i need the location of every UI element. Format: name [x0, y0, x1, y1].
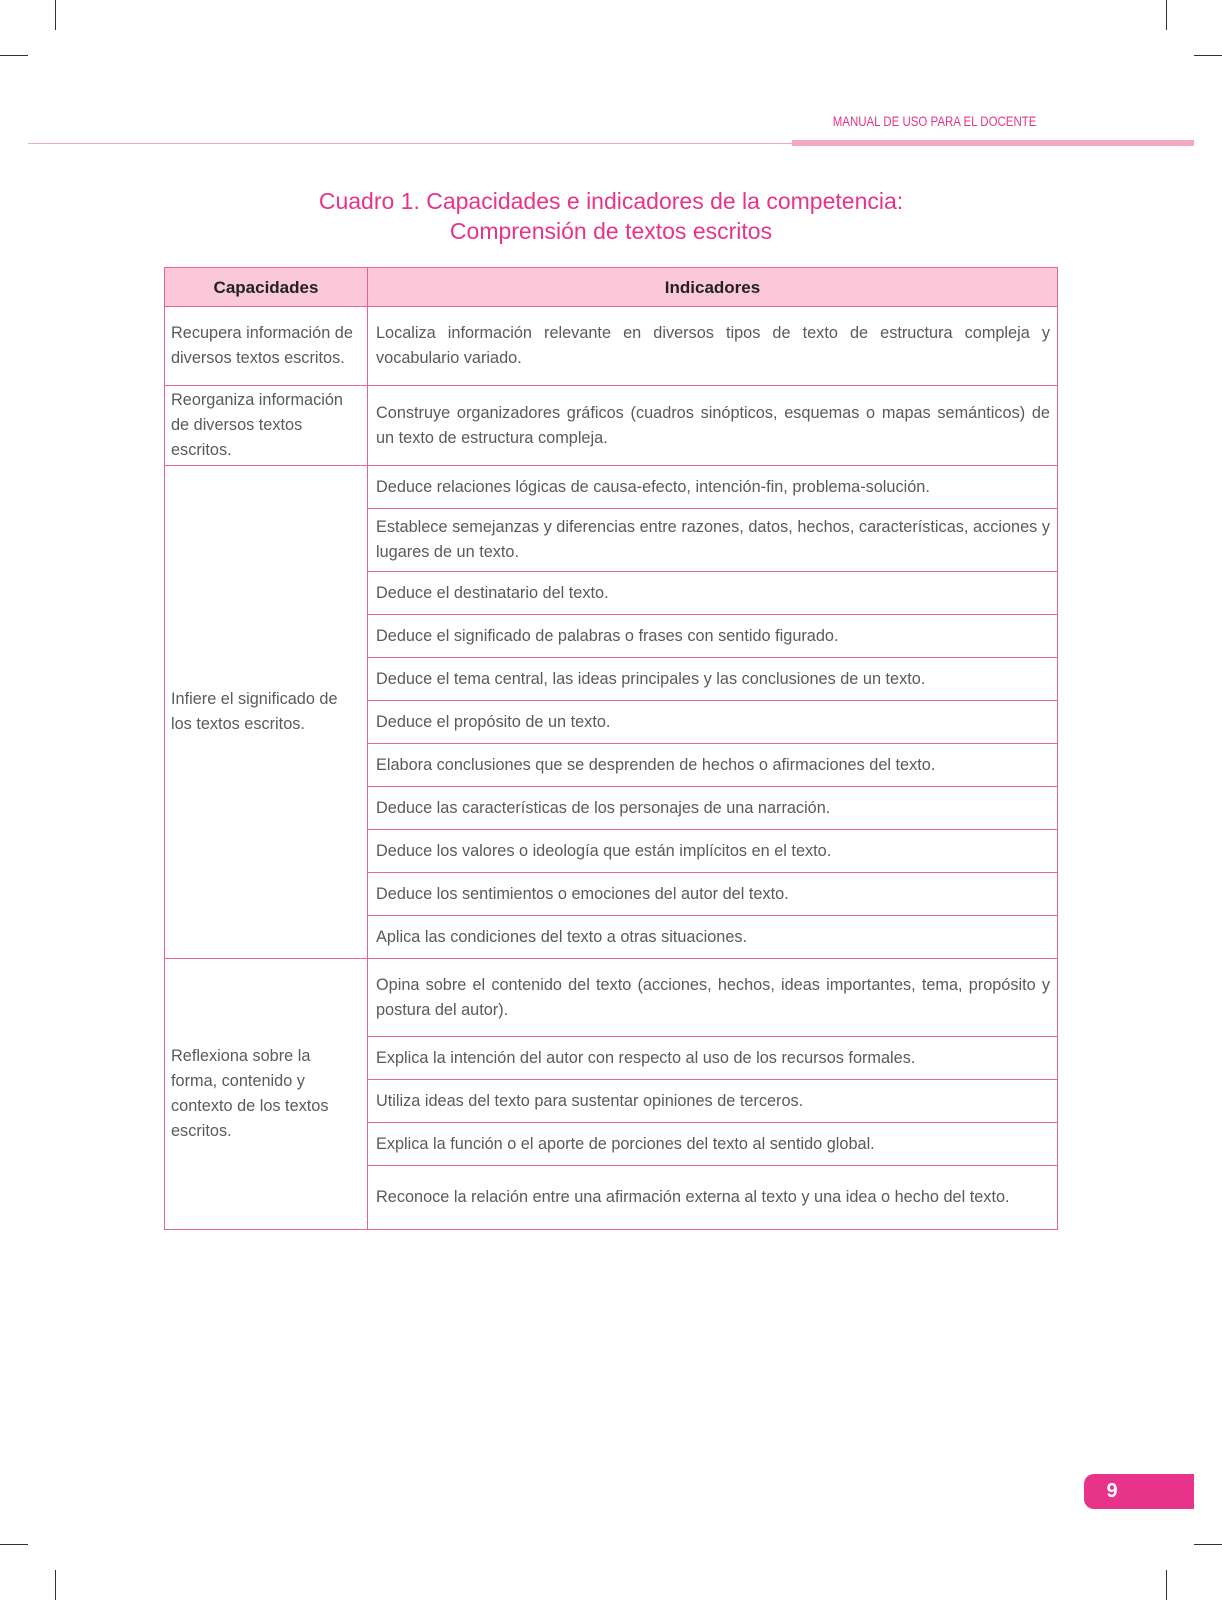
caption-line-2: Comprensión de textos escritos [449, 218, 773, 244]
capacidad-cell: Reflexiona sobre la forma, contenido y contexto de los textos escritos. [165, 959, 368, 1230]
indicador-cell: Deduce el tema central, las ideas principales y las conclusiones de un texto. [368, 658, 1058, 701]
indicador-cell: Localiza información relevante en diversos tipos de texto de estructura compleja y vocabulario variado. [368, 307, 1058, 386]
indicador-cell: Deduce el propósito de un texto. [368, 701, 1058, 744]
caption-text-1: Capacidades e indicadores de la competencia: [426, 188, 904, 214]
capacidad-cell: Recupera información de diversos textos escritos. [165, 307, 368, 386]
indicador-cell: Utiliza ideas del texto para sustentar opiniones de terceros. [368, 1080, 1058, 1123]
table-row [165, 466, 1058, 509]
crop-mark [0, 1544, 28, 1545]
indicador-cell: Establece semejanzas y diferencias entre razones, datos, hechos, características, acciones y lugares de un texto. [368, 509, 1058, 572]
indicador-cell: Deduce las características de los personajes de una narración. [368, 787, 1058, 830]
table-header-row [165, 268, 1058, 307]
running-header: MANUAL DE USO PARA EL DOCENTE [832, 113, 1036, 129]
indicador-cell: Deduce los valores o ideología que están implícitos en el texto. [368, 830, 1058, 873]
capacidad-cell: Infiere el significado de los textos escritos. [165, 466, 368, 959]
indicador-cell: Explica la función o el aporte de porciones del texto al sentido global. [368, 1123, 1058, 1166]
column-header-indicadores: Indicadores [368, 268, 1058, 307]
table-row [165, 386, 1058, 466]
indicador-cell: Deduce los sentimientos o emociones del autor del texto. [368, 873, 1058, 916]
indicador-cell: Elabora conclusiones que se desprenden de hechos o afirmaciones del texto. [368, 744, 1058, 787]
indicador-cell: Explica la intención del autor con respecto al uso de los recursos formales. [368, 1037, 1058, 1080]
indicador-cell: Deduce el significado de palabras o frases con sentido figurado. [368, 615, 1058, 658]
crop-mark [0, 55, 28, 56]
page-number-tab [1084, 1474, 1194, 1509]
indicador-cell: Opina sobre el contenido del texto (acciones, hechos, ideas importantes, tema, propósito y postura del autor). [368, 959, 1058, 1037]
indicador-cell: Construye organizadores gráficos (cuadros sinópticos, esquemas o mapas semánticos) de un texto de estructura compleja. [368, 386, 1058, 466]
crop-mark [1166, 1570, 1167, 1600]
table-caption [0, 186, 1222, 246]
crop-mark [55, 0, 56, 30]
table-row [165, 307, 1058, 386]
caption-label: Cuadro 1. [318, 188, 420, 214]
crop-mark [1194, 1544, 1222, 1545]
crop-mark [1194, 55, 1222, 56]
capacidad-cell: Reorganiza información de diversos textos escritos. [165, 386, 368, 466]
table-row [165, 959, 1058, 1037]
caption-line-1 [0, 186, 1222, 216]
header-accent-bar [792, 140, 1194, 146]
page-number: 9 [1106, 1480, 1118, 1502]
indicador-cell: Deduce el destinatario del texto. [368, 572, 1058, 615]
indicador-cell: Reconoce la relación entre una afirmación externa al texto y una idea o hecho del texto. [368, 1166, 1058, 1230]
crop-mark [1166, 0, 1167, 30]
column-header-capacidades: Capacidades [165, 268, 368, 307]
indicador-cell: Aplica las condiciones del texto a otras situaciones. [368, 916, 1058, 959]
crop-mark [55, 1570, 56, 1600]
indicador-cell: Deduce relaciones lógicas de causa-efecto, intención-fin, problema-solución. [368, 466, 1058, 509]
competency-table [164, 267, 1058, 1230]
